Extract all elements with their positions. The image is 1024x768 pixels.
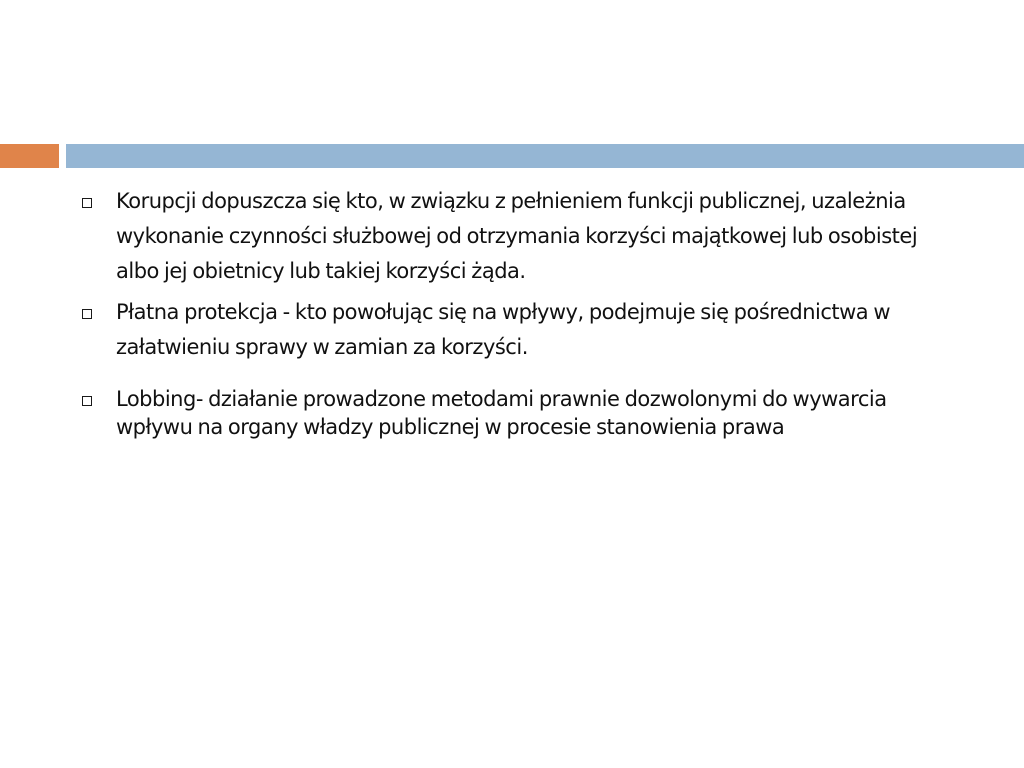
bullet-text: Korupcji dopuszcza się kto, w związku z pełnieniem funkcji publicznej, uzależnia wykonanie czynności służbowej od otrzymania korzyści majątkowej lub osobistej albo jej obietnicy lub takiej korzyści żąda. (116, 189, 918, 283)
bullet-text: Lobbing- działanie prowadzone metodami prawnie dozwolonymi do wywarcia wpływu na organy władzy publicznej w procesie stanowienia prawa (116, 387, 887, 439)
accent-bar-orange (0, 144, 59, 168)
square-bullet-icon (82, 198, 92, 208)
bullet-item-korupcja (82, 184, 962, 289)
square-bullet-icon (82, 396, 92, 406)
bullet-text: Płatna protekcja - kto powołując się na wpływy, podejmuje się pośrednictwa w załatwieniu sprawy w zamian za korzyści. (116, 300, 891, 359)
accent-bar-blue (66, 144, 1024, 168)
bullet-item-platna-protekcja (82, 295, 962, 365)
square-bullet-icon (82, 309, 92, 319)
bullet-item-lobbing (82, 385, 962, 441)
slide-content (82, 184, 962, 441)
